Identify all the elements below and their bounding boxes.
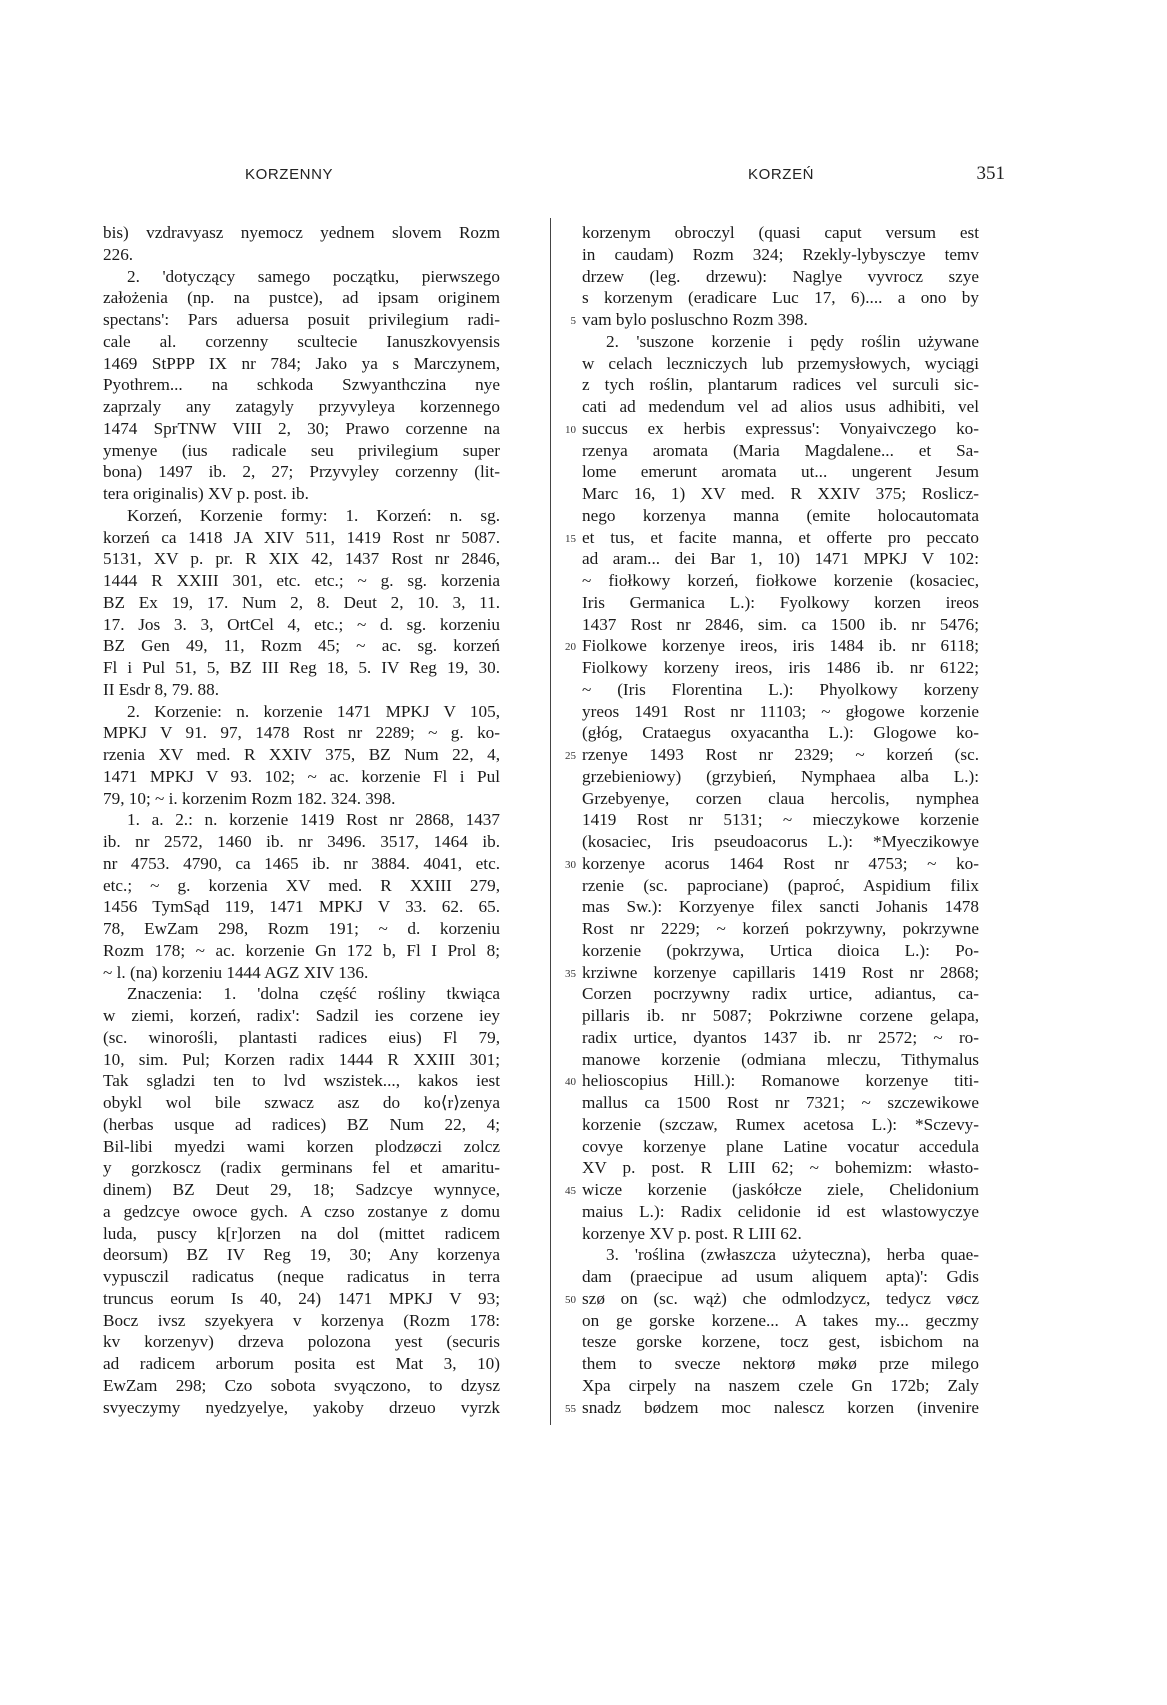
text-line: radix urtice, dyantos 1437 ib. nr 2572; ~ ro- xyxy=(582,1027,979,1047)
text-line: szø on (sc. wąż) che odmlodzycz, tedycz vøcz xyxy=(582,1288,979,1308)
text-line: 1471 MPKJ V 93. 102; ~ ac. korzenie Fl i Pul xyxy=(103,766,500,786)
text-line: korzenie (szczaw, Rumex acetosa L.): *Sczevy- xyxy=(582,1114,979,1134)
text-line: obykl wol bile szwacz asz do ko⟨r⟩zenya xyxy=(103,1093,500,1112)
text-line: 5131, XV p. pr. R XIX 42, 1437 Rost nr 2846, xyxy=(103,549,500,569)
text-line: 2. 'suszone korzenie i pędy roślin używane xyxy=(606,331,979,351)
text-line: Marc 16, 1) XV med. R XXIV 375; Roslicz- xyxy=(582,484,979,503)
text-line: Tak sgladzi ten to lvd wszistek..., kakos iest xyxy=(103,1071,500,1091)
text-line: mas Sw.): Korzyenye filex sancti Johanis 1478 xyxy=(582,897,979,917)
text-line: Fl i Pul 51, 5, BZ III Reg 18, 5. IV Reg 19, 30. xyxy=(103,658,500,677)
text-line: Grzebyenye, corzen claua hercolis, nymphea xyxy=(582,788,979,808)
text-line: korzeń ca 1418 JA XIV 511, 1419 Rost nr 5087. xyxy=(103,527,500,547)
text-line: Bocz ivsz szyekyera v korzenya (Rozm 178: xyxy=(103,1310,500,1330)
text-line: truncus eorum Is 40, 24) 1471 MPKJ V 93; xyxy=(103,1288,500,1308)
text-line: bona) 1497 ib. 2, 27; Przyvyley corzenny (lit- xyxy=(103,462,500,482)
text-line: 1444 R XXIII 301, etc. etc.; ~ g. sg. korzenia xyxy=(103,571,500,590)
text-line: them to svecze nektorø møkø prze milego xyxy=(582,1354,979,1373)
text-line: dam (praecipue ad usum aliquem apta)': Gdis xyxy=(582,1267,979,1286)
page-number: 351 xyxy=(976,163,1005,184)
text-line: vypusczil radicatus (neque radicatus in terra xyxy=(103,1267,500,1286)
text-line: pillaris ib. nr 5087; Pokrziwne corzene gelapa, xyxy=(582,1006,979,1025)
text-line: EwZam 298; Czo sobota svyączono, to dzysz xyxy=(103,1375,500,1395)
text-line: rzenia XV med. R XXIV 375, BZ Num 22, 4, xyxy=(103,745,500,764)
text-line: korzenye XV p. post. R LIII 62. xyxy=(582,1223,802,1243)
text-line: etc.; ~ g. korzenia XV med. R XXIII 279, xyxy=(103,875,500,895)
text-line: 1456 TymSąd 119, 1471 MPKJ V 33. 62. 65. xyxy=(103,897,500,917)
text-line: cati ad medendum vel ad alios usus adhibiti, vel xyxy=(582,397,979,416)
line-number: 15 xyxy=(565,532,576,545)
line-number: 25 xyxy=(565,750,576,762)
text-line: Fiolkowy korzeny ireos, iris 1486 ib. nr 6122; xyxy=(582,658,979,677)
text-line: 1437 Rost nr 2846, sim. ca 1500 ib. nr 5476; xyxy=(582,614,979,634)
text-line: Znaczenia: 1. 'dolna część rośliny tkwiąca xyxy=(127,984,500,1004)
text-line: lome emerunt aromata ut... ungerent Jesum xyxy=(582,462,979,482)
text-line: helioscopius Hill.): Romanowe korzenye titi- xyxy=(582,1071,979,1091)
text-line: nr 4753. 4790, ca 1465 ib. nr 3884. 4041, etc. xyxy=(103,853,500,873)
column-divider xyxy=(550,218,551,1425)
text-line: (herbas usque ad radices) BZ Num 22, 4; xyxy=(103,1114,500,1134)
running-head-left: KORZENNY xyxy=(245,166,334,183)
line-number: 10 xyxy=(565,423,576,436)
text-line: 1469 StPPP IX nr 784; Jako ya s Marczynem, xyxy=(103,353,500,373)
text-line: Bil-libi myedzi wami korzen plodzøczi zolcz xyxy=(103,1136,500,1156)
text-line: covye korzenye plane Latine vocatur accedula xyxy=(582,1136,979,1156)
text-line: luda, puscy k[r]orzen na dol (mittet radicem xyxy=(103,1223,500,1243)
text-line: Iris Germanica L.): Fyolkowy korzen ireos xyxy=(582,592,979,612)
text-line: spectans': Pars aduersa posuit privilegium radi- xyxy=(103,310,500,329)
text-line: ad radicem arborum posita est Mat 3, 10) xyxy=(103,1354,500,1373)
text-line: maius L.): Radix celidonie id est wlastowyczye xyxy=(582,1201,979,1221)
text-line: bis) vzdravyasz nyemocz yednem slovem Rozm xyxy=(103,223,500,242)
text-line: nego korzenya manna (emite holocautomata xyxy=(582,505,979,525)
text-line: ymenye (ius radicale seu privilegium super xyxy=(103,440,500,460)
text-line: drzew (leg. drzewu): Naglye vyvrocz szye xyxy=(582,266,979,286)
text-line: korzenye acorus 1464 Rost nr 4753; ~ ko- xyxy=(582,853,979,873)
text-line: rzenye 1493 Rost nr 2329; ~ korzeń (sc. xyxy=(582,745,979,764)
text-line: in caudam) Rozm 324; Rzekly-lybysczye temv xyxy=(582,244,979,264)
text-line: Pyothrem... na schkoda Szwyanthczina nye xyxy=(103,375,500,395)
text-line: et tus, et facite manna, et offerte pro peccato xyxy=(582,527,979,547)
text-line: 1. a. 2.: n. korzenie 1419 Rost nr 2868, 1437 xyxy=(127,810,500,830)
text-line: XV p. post. R LIII 62; ~ bohemizm: własto- xyxy=(582,1158,979,1178)
text-line: (kosaciec, Iris pseudoacorus L.): *Myeczikowye xyxy=(582,832,979,851)
text-line: ~ (Iris Florentina L.): Phyolkowy korzeny xyxy=(582,679,979,699)
text-line: yreos 1491 Rost nr 11103; ~ głogowe korzenie xyxy=(582,701,979,721)
text-line: II Esdr 8, 79. 88. xyxy=(103,679,219,699)
text-line: założenia (np. na pustce), ad ipsam originem xyxy=(103,288,500,308)
text-line: Corzen pocrzywny radix urtice, adiantus, ca- xyxy=(582,984,979,1004)
text-line: Xpa cirpely na naszem czele Gn 172b; Zaly xyxy=(582,1375,979,1395)
text-line: vam bylo posluschno Rozm 398. xyxy=(582,310,808,329)
text-line: (głóg, Crataegus oxyacantha L.): Glogowe ko- xyxy=(582,723,979,743)
text-line: Fiolkowe korzenye ireos, iris 1484 ib. nr 6118; xyxy=(582,636,979,656)
line-number: 45 xyxy=(565,1185,576,1197)
left-column xyxy=(103,222,500,1418)
line-number: 5 xyxy=(570,315,576,327)
text-line: 17. Jos 3. 3, OrtCel 4, etc.; ~ d. sg. korzeniu xyxy=(103,614,500,634)
text-line: on ge gorske korzene... A takes my... geczmy xyxy=(582,1310,979,1330)
right-column xyxy=(582,222,979,1418)
text-line: manowe korzenie (odmiana mleczu, Tithymalus xyxy=(582,1049,979,1069)
text-line: w ziemi, korzeń, radix': Sadzil ies corzene iey xyxy=(103,1006,500,1025)
text-line: wicze korzenie (jaskółcze ziele, Chelidonium xyxy=(582,1180,979,1199)
text-line: succus ex herbis expressus': Vonyaivczego ko- xyxy=(582,418,979,438)
text-line: tesze gorske korzene, tocz gest, isbichom na xyxy=(582,1332,979,1352)
line-number: 50 xyxy=(565,1293,576,1306)
text-line: zaprzaly any zatagyly przyvyleya korzennego xyxy=(103,397,500,416)
text-line: Rost nr 2229; ~ korzeń pokrzywny, pokrzywne xyxy=(582,919,979,938)
text-line: rzenie (sc. paprociane) (paproć, Aspidium filix xyxy=(582,875,979,895)
text-line: korzenie (pokrzywa, Urtica dioica L.): Po- xyxy=(582,940,979,960)
text-line: dinem) BZ Deut 29, 18; Sadzcye wynnyce, xyxy=(103,1180,500,1199)
text-line: z tych roślin, plantarum radices vel surculi sic- xyxy=(582,375,979,395)
text-line: 79, 10; ~ i. korzenim Rozm 182. 324. 398. xyxy=(103,788,396,808)
text-line: w celach leczniczych lub przemysłowych, wyciągi xyxy=(582,353,979,373)
text-line: 10, sim. Pul; Korzen radix 1444 R XXIII 301; xyxy=(103,1049,500,1069)
running-head-center: KORZEŃ xyxy=(748,166,815,183)
text-line: 1474 SprTNW VIII 2, 30; Prawo corzenne na xyxy=(103,418,500,438)
text-line: rzenya aromata (Maria Magdalene... et Sa- xyxy=(582,440,979,460)
text-line: ~ fiołkowy korzeń, fiołkowe korzenie (kosaciec, xyxy=(582,571,979,590)
text-line: mallus ca 1500 Rost nr 7321; ~ szczewikowe xyxy=(582,1093,979,1112)
text-line: BZ Ex 19, 17. Num 2, 8. Deut 2, 10. 3, 11. xyxy=(103,592,500,612)
text-line: krziwne korzenye capillaris 1419 Rost nr 2868; xyxy=(582,962,979,982)
text-line: 1419 Rost nr 5131; ~ mieczykowe korzenie xyxy=(582,810,979,830)
text-line: (sc. winorośli, plantasti radices eius) Fl 79, xyxy=(103,1027,500,1047)
text-line: y gorzkoscz (radix germinans fel et amaritu- xyxy=(103,1158,500,1178)
text-line: svyeczymy nyedzyelye, yakoby drzeuo vyrzk xyxy=(103,1397,500,1417)
text-line: tera originalis) XV p. post. ib. xyxy=(103,484,309,503)
text-line: ad aram... dei Bar 1, 10) 1471 MPKJ V 102: xyxy=(582,549,979,569)
text-line: korzenym obroczyl (quasi caput versum est xyxy=(582,223,979,242)
line-number: 20 xyxy=(565,641,576,654)
line-number: 35 xyxy=(565,967,576,980)
text-line: Korzeń, Korzenie formy: 1. Korzeń: n. sg. xyxy=(127,505,500,525)
text-line: snadz bødzem moc nalescz korzen (invenire xyxy=(582,1397,979,1417)
text-line: ~ l. (na) korzeniu 1444 AGZ XIV 136. xyxy=(103,962,369,982)
text-line: MPKJ V 91. 97, 1478 Rost nr 2289; ~ g. ko- xyxy=(103,723,500,743)
text-line: a gedzcye owoce gych. A czso zostanye z domu xyxy=(103,1201,500,1221)
text-line: ib. nr 2572, 1460 ib. nr 3496. 3517, 1464 ib. xyxy=(103,832,500,851)
text-line: 78, EwZam 298, Rozm 191; ~ d. korzeniu xyxy=(103,919,500,938)
line-number: 55 xyxy=(565,1402,576,1415)
text-line: 226. xyxy=(103,244,134,264)
text-line: s korzenym (eradicare Luc 17, 6).... a ono by xyxy=(582,288,979,308)
text-line: 3. 'roślina (zwłaszcza użyteczna), herba quae- xyxy=(606,1245,979,1265)
text-line: BZ Gen 49, 11, Rozm 45; ~ ac. sg. korzeń xyxy=(103,636,500,656)
text-line: 2. Korzenie: n. korzenie 1471 MPKJ V 105, xyxy=(127,701,500,721)
text-line: grzebieniowy) (grzybień, Nymphaea alba L.): xyxy=(582,766,979,786)
text-line: cale al. corzenny scultecie Ianuszkovyensis xyxy=(103,331,500,351)
line-number: 30 xyxy=(565,858,576,871)
text-line: kv korzenyv) drzeva polozona yest (securis xyxy=(103,1332,500,1352)
text-line: deorsum) BZ IV Reg 19, 30; Any korzenya xyxy=(103,1245,500,1265)
line-number: 40 xyxy=(565,1076,576,1089)
text-line: Rozm 178; ~ ac. korzenie Gn 172 b, Fl I Prol 8; xyxy=(103,940,500,960)
text-line: 2. 'dotyczący samego początku, pierwszego xyxy=(127,266,500,286)
